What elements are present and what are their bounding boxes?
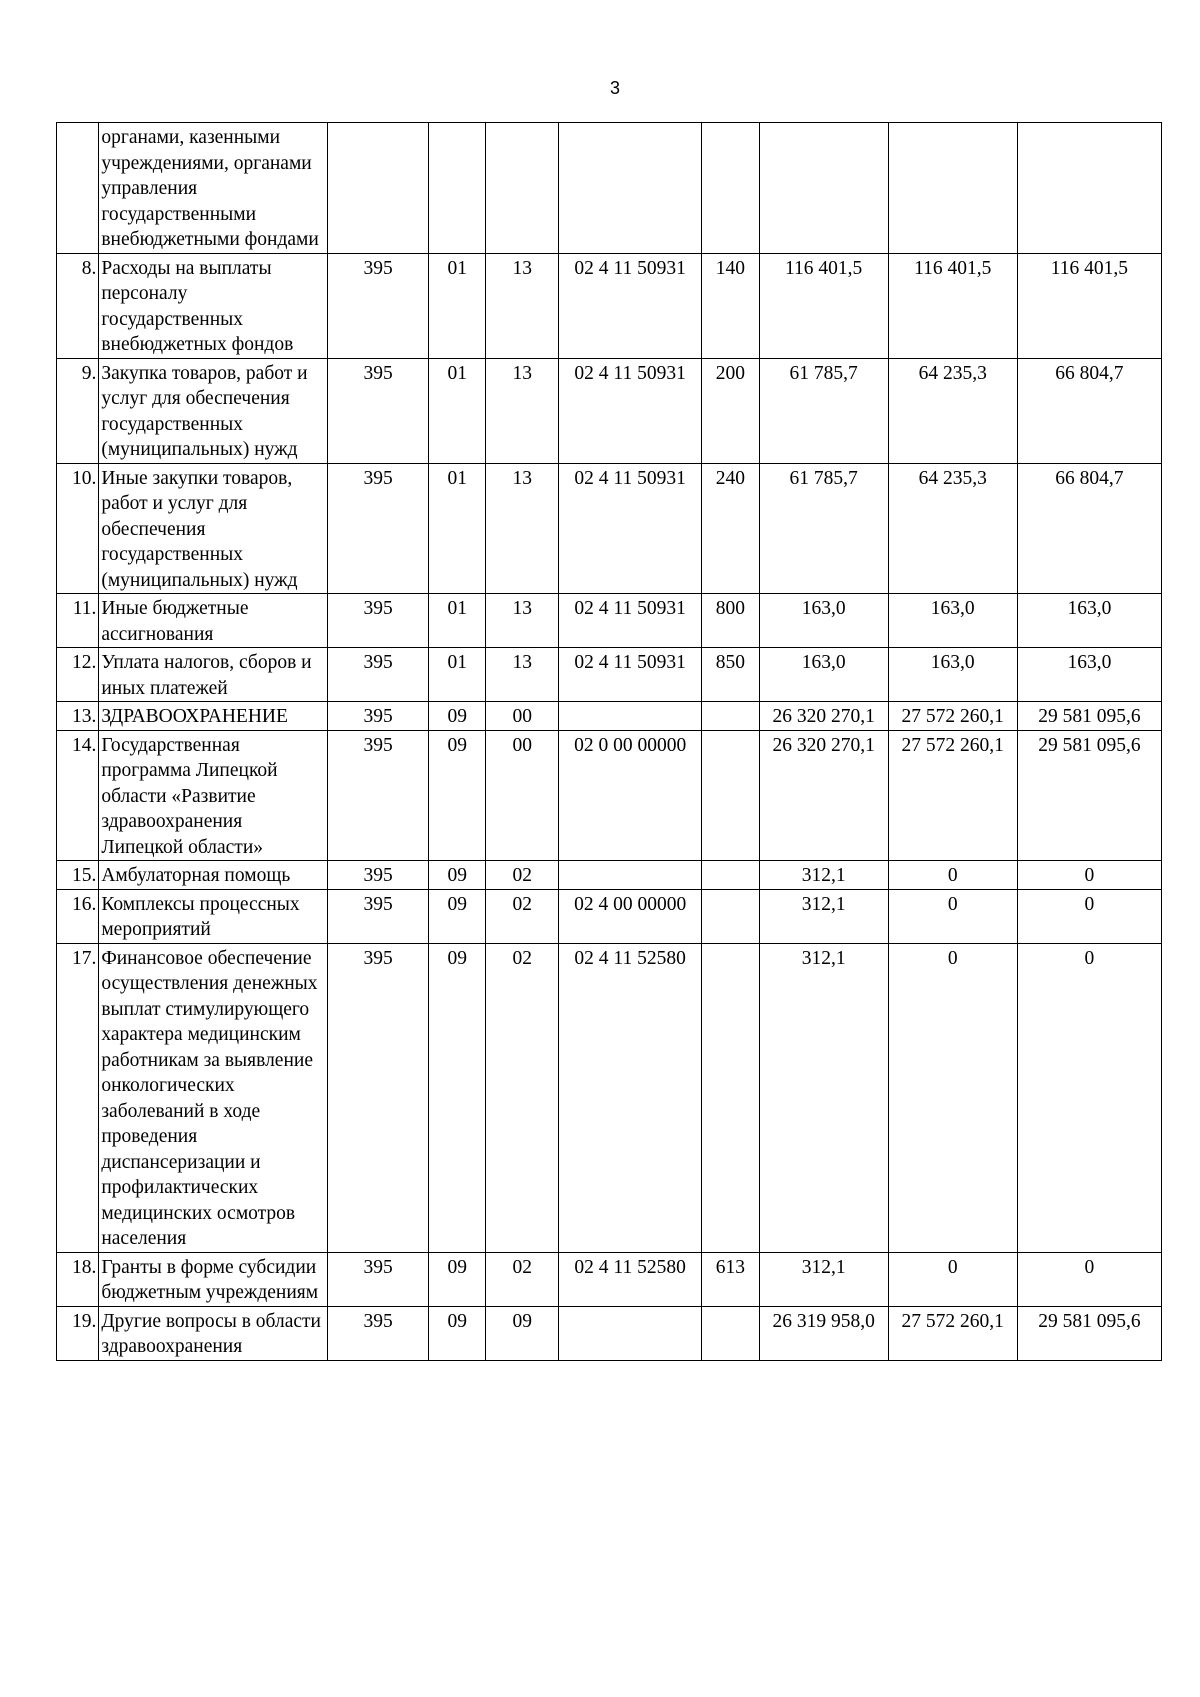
admin-code: 395 (328, 1252, 429, 1306)
subsection-code: 13 (486, 253, 559, 358)
section-code: 09 (429, 730, 486, 861)
table-row (57, 1306, 1162, 1360)
amount-year-3: 66 804,7 (1017, 463, 1161, 594)
admin-code: 395 (328, 253, 429, 358)
section-code: 09 (429, 943, 486, 1252)
table-row (57, 594, 1162, 648)
expense-name: Расходы на выплаты персоналу государственных внебюджетных фондов (99, 253, 328, 358)
section-code: 01 (429, 594, 486, 648)
amount-year-1: 26 320 270,1 (759, 702, 888, 731)
admin-code: 395 (328, 463, 429, 594)
admin-code: 395 (328, 358, 429, 463)
section-code: 01 (429, 253, 486, 358)
expense-name: Иные бюджетные ассигнования (99, 594, 328, 648)
amount-year-3: 163,0 (1017, 648, 1161, 702)
row-number: 14. (57, 730, 99, 861)
row-number: 10. (57, 463, 99, 594)
table-row (57, 358, 1162, 463)
amount-year-3: 0 (1017, 861, 1161, 890)
table-row (57, 861, 1162, 890)
row-number: 13. (57, 702, 99, 731)
page-number: 3 (609, 78, 620, 98)
target-article-code (559, 1306, 702, 1360)
expense-name: Иные закупки товаров, работ и услуг для обеспечения государственных (муниципальных) нужд (99, 463, 328, 594)
subsection-code: 00 (486, 702, 559, 731)
amount-year-3: 116 401,5 (1017, 253, 1161, 358)
admin-code: 395 (328, 1306, 429, 1360)
table-row (57, 730, 1162, 861)
target-article-code (559, 702, 702, 731)
section-code: 09 (429, 1306, 486, 1360)
table-row (57, 463, 1162, 594)
expense-type-code (702, 702, 759, 731)
expense-type-code: 850 (702, 648, 759, 702)
amount-year-2: 0 (888, 861, 1017, 890)
row-number: 16. (57, 889, 99, 943)
amount-year-3: 0 (1017, 1252, 1161, 1306)
amount-year-1: 116 401,5 (759, 253, 888, 358)
amount-year-1: 312,1 (759, 861, 888, 890)
amount-year-3: 29 581 095,6 (1017, 730, 1161, 861)
target-article-code: 02 4 11 50931 (559, 648, 702, 702)
section-code: 09 (429, 861, 486, 890)
subsection-code: 02 (486, 861, 559, 890)
section-code: 01 (429, 358, 486, 463)
section-code: 09 (429, 702, 486, 731)
subsection-code: 02 (486, 1252, 559, 1306)
budget-table (56, 122, 1162, 1361)
expense-type-code: 800 (702, 594, 759, 648)
section-code (429, 123, 486, 254)
expense-type-code: 240 (702, 463, 759, 594)
subsection-code: 13 (486, 463, 559, 594)
table-row (57, 889, 1162, 943)
expense-type-code: 613 (702, 1252, 759, 1306)
admin-code (328, 123, 429, 254)
table-row (57, 123, 1162, 254)
amount-year-3: 29 581 095,6 (1017, 1306, 1161, 1360)
amount-year-2: 64 235,3 (888, 463, 1017, 594)
expense-type-code (702, 1306, 759, 1360)
admin-code: 395 (328, 594, 429, 648)
target-article-code: 02 0 00 00000 (559, 730, 702, 861)
amount-year-2: 27 572 260,1 (888, 730, 1017, 861)
subsection-code: 02 (486, 889, 559, 943)
amount-year-3 (1017, 123, 1161, 254)
amount-year-3: 0 (1017, 943, 1161, 1252)
row-number: 17. (57, 943, 99, 1252)
amount-year-1: 61 785,7 (759, 463, 888, 594)
expense-name: Закупка товаров, работ и услуг для обеспечения государственных (муниципальных) нужд (99, 358, 328, 463)
expense-type-code (702, 889, 759, 943)
table-row (57, 1252, 1162, 1306)
admin-code: 395 (328, 648, 429, 702)
amount-year-1: 61 785,7 (759, 358, 888, 463)
section-code: 01 (429, 463, 486, 594)
subsection-code: 13 (486, 594, 559, 648)
amount-year-1: 26 320 270,1 (759, 730, 888, 861)
table-row (57, 943, 1162, 1252)
expense-name: Уплата налогов, сборов и иных платежей (99, 648, 328, 702)
target-article-code (559, 123, 702, 254)
amount-year-2: 64 235,3 (888, 358, 1017, 463)
amount-year-3: 0 (1017, 889, 1161, 943)
amount-year-2: 116 401,5 (888, 253, 1017, 358)
table-row (57, 253, 1162, 358)
target-article-code: 02 4 11 52580 (559, 943, 702, 1252)
subsection-code: 02 (486, 943, 559, 1252)
expense-name: органами, казенными учреждениями, органами управления государственными внебюджетными фондами (99, 123, 328, 254)
subsection-code (486, 123, 559, 254)
amount-year-1 (759, 123, 888, 254)
amount-year-2: 27 572 260,1 (888, 1306, 1017, 1360)
subsection-code: 13 (486, 358, 559, 463)
amount-year-1: 163,0 (759, 594, 888, 648)
section-code: 09 (429, 889, 486, 943)
subsection-code: 09 (486, 1306, 559, 1360)
target-article-code: 02 4 00 00000 (559, 889, 702, 943)
expense-type-code (702, 861, 759, 890)
amount-year-2: 27 572 260,1 (888, 702, 1017, 731)
target-article-code: 02 4 11 50931 (559, 253, 702, 358)
target-article-code: 02 4 11 50931 (559, 594, 702, 648)
admin-code: 395 (328, 730, 429, 861)
expense-name: Государственная программа Липецкой области «Развитие здравоохранения Липецкой области» (99, 730, 328, 861)
target-article-code: 02 4 11 50931 (559, 358, 702, 463)
row-number: 15. (57, 861, 99, 890)
admin-code: 395 (328, 943, 429, 1252)
row-number (57, 123, 99, 254)
table-body (57, 123, 1162, 1361)
amount-year-3: 29 581 095,6 (1017, 702, 1161, 731)
amount-year-1: 312,1 (759, 889, 888, 943)
amount-year-2: 0 (888, 943, 1017, 1252)
target-article-code: 02 4 11 50931 (559, 463, 702, 594)
amount-year-1: 312,1 (759, 1252, 888, 1306)
section-code: 01 (429, 648, 486, 702)
expense-type-code: 200 (702, 358, 759, 463)
amount-year-2: 0 (888, 889, 1017, 943)
admin-code: 395 (328, 702, 429, 731)
table-row (57, 702, 1162, 731)
expense-name: Финансовое обеспечение осуществления денежных выплат стимулирующего характера медицинским работникам за выявление онкологических заболеваний в ходе проведения диспансеризации и профилактических медицинских осмотров населения (99, 943, 328, 1252)
section-code: 09 (429, 1252, 486, 1306)
amount-year-1: 312,1 (759, 943, 888, 1252)
expense-name: Амбулаторная помощь (99, 861, 328, 890)
expense-name: Другие вопросы в области здравоохранения (99, 1306, 328, 1360)
admin-code: 395 (328, 861, 429, 890)
amount-year-2: 0 (888, 1252, 1017, 1306)
target-article-code: 02 4 11 52580 (559, 1252, 702, 1306)
row-number: 11. (57, 594, 99, 648)
row-number: 8. (57, 253, 99, 358)
target-article-code (559, 861, 702, 890)
subsection-code: 13 (486, 648, 559, 702)
admin-code: 395 (328, 889, 429, 943)
expense-type-code (702, 943, 759, 1252)
expense-type-code (702, 730, 759, 861)
expense-name: ЗДРАВООХРАНЕНИЕ (99, 702, 328, 731)
expense-name: Комплексы процессных мероприятий (99, 889, 328, 943)
amount-year-2: 163,0 (888, 648, 1017, 702)
table-row (57, 648, 1162, 702)
row-number: 18. (57, 1252, 99, 1306)
expense-type-code: 140 (702, 253, 759, 358)
amount-year-2 (888, 123, 1017, 254)
subsection-code: 00 (486, 730, 559, 861)
amount-year-1: 163,0 (759, 648, 888, 702)
row-number: 19. (57, 1306, 99, 1360)
amount-year-1: 26 319 958,0 (759, 1306, 888, 1360)
amount-year-3: 163,0 (1017, 594, 1161, 648)
row-number: 12. (57, 648, 99, 702)
amount-year-3: 66 804,7 (1017, 358, 1161, 463)
row-number: 9. (57, 358, 99, 463)
amount-year-2: 163,0 (888, 594, 1017, 648)
expense-name: Гранты в форме субсидии бюджетным учреждениям (99, 1252, 328, 1306)
expense-type-code (702, 123, 759, 254)
